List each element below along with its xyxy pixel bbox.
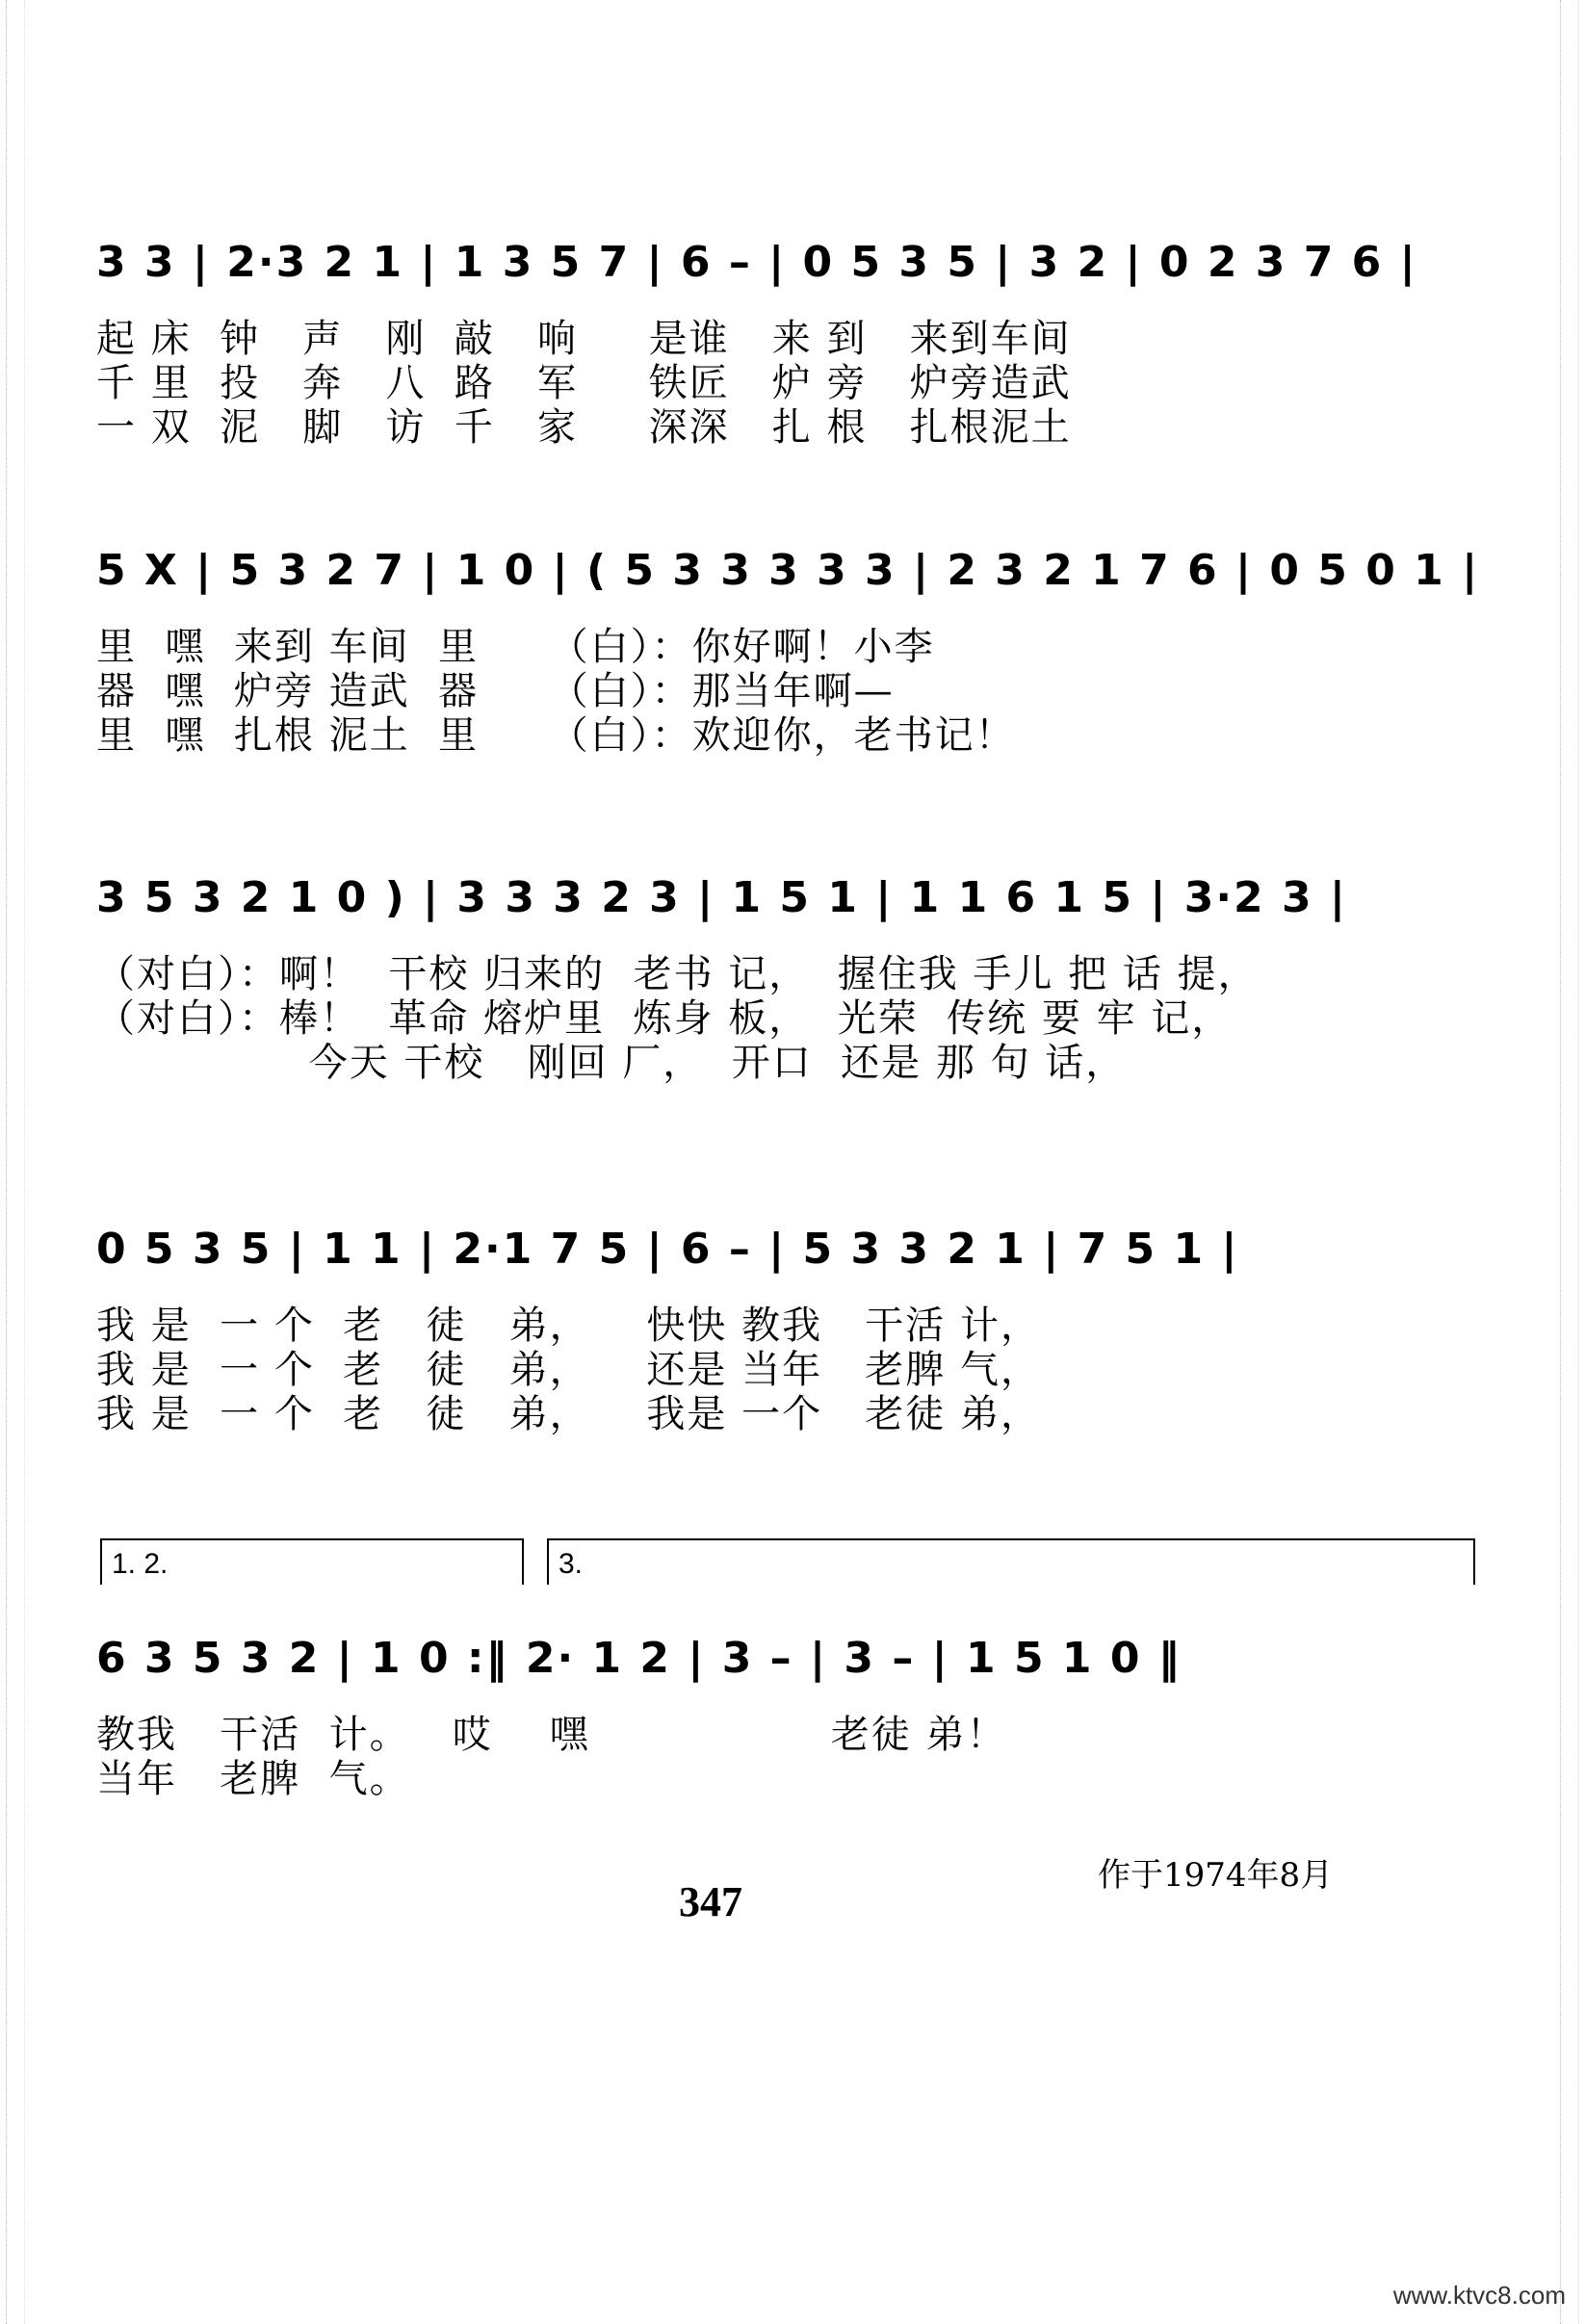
right-margin-strip: [1560, 0, 1579, 2324]
lyric-line: 当年 老脾 气。: [96, 1757, 410, 1801]
lyrics-block: [96, 625, 1502, 758]
lyrics-block: [96, 952, 1502, 1085]
lyric-line: 教我 干活 计。 哎 嘿 老徒 弟！: [96, 1713, 1007, 1757]
lyric-line: 里 嘿 扎根 泥土 里 （白）：欢迎你，老书记！: [96, 713, 1016, 758]
score-system-1: [96, 236, 1502, 450]
page-number: 347: [679, 1878, 742, 1925]
notation-line: 6 3 5 3 2 | 1 0 :‖ 2· 1 2 | 3 – | 3 – | 1 5 1 0 ‖: [96, 1634, 1182, 1683]
lyric-line: 我 是 一 个 老 徒 弟， 我是 一个 老徒 弟，: [96, 1392, 1042, 1436]
left-margin-strip: [6, 0, 25, 2324]
lyric-line: 器 嘿 炉旁 造武 器 （白）：那当年啊—: [96, 669, 895, 713]
notation-line: 3 5 3 2 1 0 ) | 3 3 3 2 3 | 1 5 1 | 1 1 6 1 5 | 3·2 3 |: [96, 873, 1347, 922]
lyric-line: 里 嘿 来到 车间 里 （白）：你好啊！小李: [96, 625, 935, 669]
first-ending-label: 1. 2.: [112, 1548, 169, 1580]
lyric-line: （对白）：啊！ 干校 归来的 老书 记， 握住我 手儿 把 话 提，: [96, 952, 1259, 996]
notation-line: 3 3 | 2·3 2 1 | 1 3 5 7 | 6 – | 0 5 3 5 | 3 2 | 0 2 3 7 6 |: [96, 238, 1417, 287]
notation-line: 0 5 3 5 | 1 1 | 2·1 7 5 | 6 – | 5 3 3 2 1 | 7 5 1 |: [96, 1225, 1239, 1274]
score-system-5: [96, 1632, 1502, 1801]
lyrics-block: [96, 317, 1502, 450]
lyric-line: 起 床 钟 声 刚 敲 响 是谁 来 到 来到车间: [96, 317, 1072, 361]
notation-line: 5 X | 5 3 2 7 | 1 0 | ( 5 3 3 3 3 3 | 2 3 2 1 7 6 | 0 5 0 1 |: [96, 546, 1480, 595]
score-system-2: [96, 544, 1502, 758]
lyrics-block: [96, 1304, 1502, 1436]
site-watermark: www.ktvc8.com: [1392, 2281, 1566, 2310]
third-ending-label: 3.: [559, 1548, 584, 1580]
score-system-3: [96, 871, 1502, 1085]
lyric-line: （对白）：棒！ 革命 熔炉里 炼身 板， 光荣 传统 要 牢 记，: [96, 996, 1233, 1041]
lyrics-block: [96, 1713, 1502, 1801]
lyric-line: 一 双 泥 脚 访 千 家 深深 扎 根 扎根泥土: [96, 405, 1072, 450]
lyric-line: 今天 干校 刚回 厂， 开口 还是 那 句 话，: [96, 1041, 1127, 1085]
lyric-line: 我 是 一 个 老 徒 弟， 还是 当年 老脾 气，: [96, 1348, 1042, 1392]
score-system-4: [96, 1223, 1502, 1436]
lyric-line: 千 里 投 奔 八 路 军 铁匠 炉 旁 炉旁造武: [96, 361, 1072, 405]
composition-date: 作于1974年8月: [1098, 1856, 1334, 1895]
lyric-line: 我 是 一 个 老 徒 弟， 快快 教我 干活 计，: [96, 1304, 1042, 1348]
first-ending-bracket: [100, 1538, 524, 1585]
third-ending-bracket: [547, 1538, 1475, 1585]
volta-brackets: [96, 1538, 1483, 1596]
